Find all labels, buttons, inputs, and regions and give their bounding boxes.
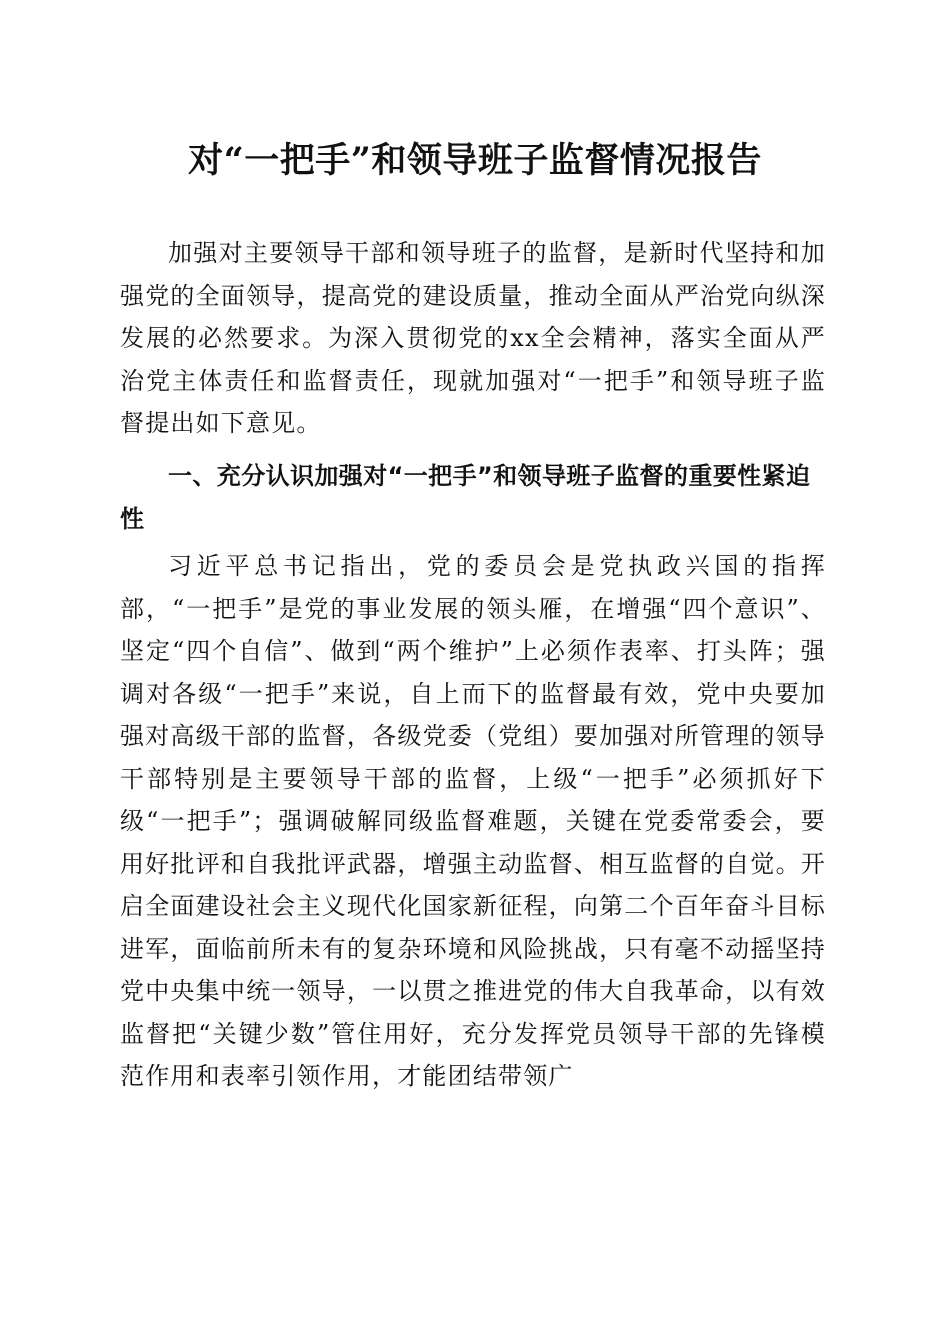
document-title: 对“一把手”和领导班子监督情况报告 [188,140,762,181]
intro-paragraph: 加强对主要领导干部和领导班子的监督，是新时代坚持和加强党的全面领导，提高党的建设质量，推动全面从严治党向纵深发展的必然要求。为深入贯彻党的xx全会精神，落实全面从严治党主体责任和监督责任，现就加强对“一把手”和领导班子监督提出如下意见。 [120,239,826,437]
section-1-paragraph: 习近平总书记指出，党的委员会是党执政兴国的指挥部，“一把手”是党的事业发展的领头雁，在增强“四个意识”、坚定“四个自信”、做到“两个维护”上必须作表率、打头阵；强调对各级“一把手”来说，自上而下的监督最有效，党中央要加强对高级干部的监督，各级党委（党组）要加强对所管理的领导干部特别是主要领导干部的监督，上级“一把手”必须抓好下级“一把手”；强调破解同级监督难题，关键在党委常委会，要用好批评和自我批评武器，增强主动监督、相互监督的自觉。开启全面建设社会主义现代化国家新征程，向第二个百年奋斗目标进军，面临前所未有的复杂环境和风险挑战，只有毫不动摇坚持党中央集中统一领导，一以贯之推进党的伟大自我革命，以有效监督把“关键少数”管住用好，充分发挥党员领导干部的先锋模范作用和表率引领作用，才能团结带领广 [120,552,826,1090]
section-heading-1: 一、充分认识加强对“一把手”和领导班子监督的重要性紧迫性 [120,462,811,533]
